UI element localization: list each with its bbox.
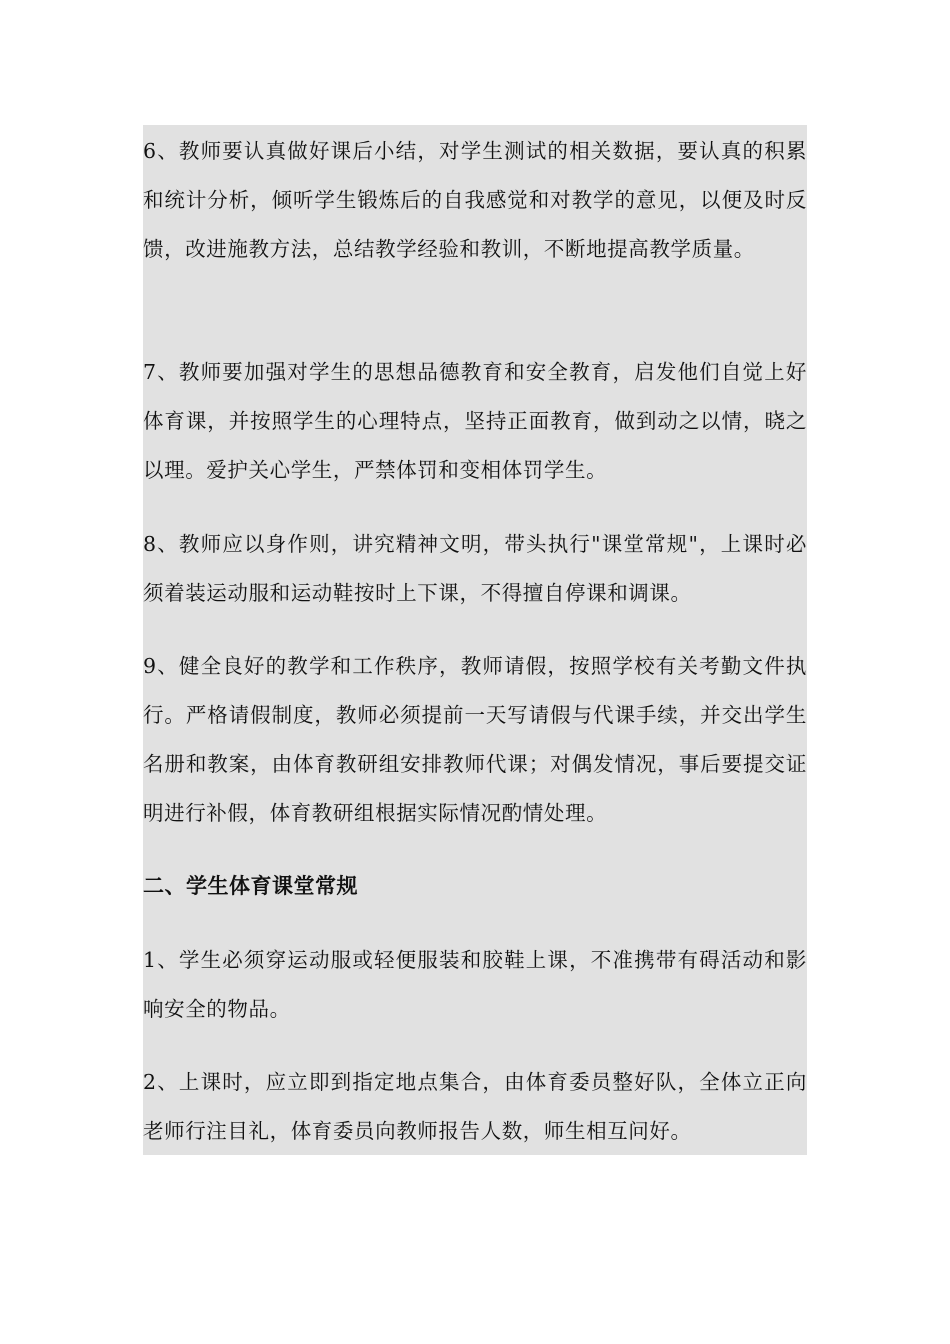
section-heading-student-rules: 二、学生体育课堂常规 — [143, 874, 358, 898]
paragraph-student-2: 2、上课时，应立即到指定地点集合，由体育委员整好队，全体立正向老师行注目礼，体育委员向教师报告人数，师生相互问好。 — [143, 1070, 807, 1143]
paragraph-teacher-7: 7、教师要加强对学生的思想品德教育和安全教育，启发他们自觉上好体育课，并按照学生的心理特点，坚持正面教育，做到动之以情，晓之以理。爱护关心学生，严禁体罚和变相体罚学生。 — [143, 360, 807, 482]
paragraph-teacher-9: 9、健全良好的教学和工作秩序，教师请假，按照学校有关考勤文件执行。严格请假制度，教师必须提前一天写请假与代课手续，并交出学生名册和教案，由体育教研组安排教师代课；对偶发情况，事后要提交证明进行补假，体育教研组根据实际情况酌情处理。 — [143, 654, 807, 825]
paragraph-teacher-8: 8、教师应以身作则，讲究精神文明，带头执行"课堂常规"，上课时必须着装运动服和运动鞋按时上下课，不得擅自停课和调课。 — [143, 532, 807, 605]
paragraph-teacher-6: 6、教师要认真做好课后小结，对学生测试的相关数据，要认真的积累和统计分析，倾听学生锻炼后的自我感觉和对教学的意见，以便及时反馈，改进施教方法，总结教学经验和教训，不断地提高教学质量。 — [143, 139, 807, 261]
paragraph-student-1: 1、学生必须穿运动服或轻便服装和胶鞋上课，不准携带有碍活动和影响安全的物品。 — [143, 948, 807, 1021]
